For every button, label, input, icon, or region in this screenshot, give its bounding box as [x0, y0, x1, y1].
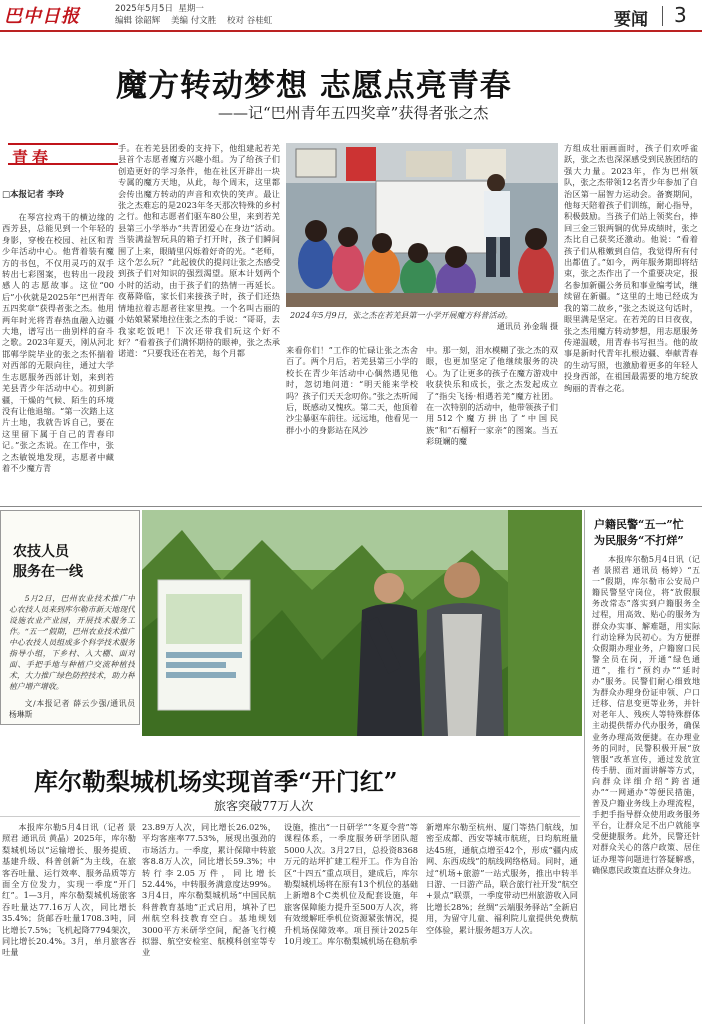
- column-tag: [8, 143, 118, 165]
- feature-subtitle: ——记“巴州青年五四奖章”获得者张之杰: [218, 104, 489, 122]
- police-headline-2: 为民服务“不打烊”: [594, 534, 684, 547]
- feature-column-3: 来看你们！”工作的忙碌让张之杰舍百了。两个月后，若羌县第三小学的校长在青少年活动中心偶然遇见他时，忽切地问道：“明天能来学校吗？孩子们天天念叨你。”张之杰听闻后，既感动又愧疚。第二天，他顶着沙尘暴驱车前往。远远地，他看见一群小小的身影站在风沙: [286, 345, 418, 435]
- weekday-text: 星期一: [178, 4, 204, 14]
- section-divider: [662, 6, 663, 26]
- airport-column-4: 新增库尔勒至杭州、厦门等热门航线，加密至成都、西安等城市航班，日均航班量达45班，通航点增至42个，形成“疆内成网、东西成线”的航线网络格局。同时，通过“机场+旅游”一站式服务，推出中转半日游、一日游产品，联合旅行社开发“航空+景点”联票，一季度带动巴州旅游收入同比增长28%；丝绸“云端服务驿站”全新启用，为留守儿童、福利院儿童提供免费航空体验，累计服务超3万人次。: [426, 822, 578, 935]
- airport-column-3: 设施，推出“一日研学”“冬夏令营”等课程体系，一季度服务研学团队超5000人次。3月27日，总投资8368万元的站坪扩建工程开工。作为自治区“十四五”重点项目，建成后，库尔勒梨城机场将在原有13个机位的基础上新增8个C类机位及配套设施，年旅客保障能力提升至500万人次，将有效缓解旺季机位资源紧张情况，提升机场保障效率。项目预计2025年10月竣工。库尔勒梨城机场在稳航季: [284, 822, 418, 947]
- masthead-rule: [0, 30, 702, 32]
- column-tag-text: 青春: [12, 148, 53, 167]
- agri-body: 5月2日，巴州农业技术推广中心农技人员来到库尔勒市新天地现代设施农业产业园，开展技术服务工作。“五一”假期，巴州农业技术推广中心农技人员组成多个科学技术服务指导小组，下乡村、入大棚、面对面、手把手地与种植户交流种植技术，大力推广绿色防控技术，助力种植户增产增收。: [9, 594, 135, 691]
- feature-column-4: 中。那一刻，泪水模糊了张之杰的双眼，也更加坚定了他继续服务的决心。为了让更多的孩子在魔方游戏中收获快乐和成长，张之杰发起成立了“指尖飞扬·相遇若羌”魔方社团。在一次特别的活动中，他带领孩子们用512个魔方拼出了“中国民族”和“石榴籽一家亲”的图案。当五彩斑斓的魔: [426, 345, 558, 447]
- agri-headline-2: 服务在一线: [13, 564, 83, 580]
- feature-photo-caption: [290, 310, 558, 336]
- proof-text: 校对 谷桂虹: [227, 16, 273, 26]
- feature-headline: 魔方转动梦想 志愿点亮青春: [116, 68, 512, 104]
- editor-text: 编辑 徐韶辉: [115, 16, 161, 26]
- designer-text: 美编 付文胜: [171, 16, 217, 26]
- issue-date: [115, 2, 204, 14]
- classroom-photo-illustration: [286, 143, 558, 307]
- airport-column-1: 本报库尔勒5月4日讯（记者 景照君 通讯员 黄晶）2025年，库尔勒梨城机场以“运输增长、服务提质、基建升级、科普创新”为主线，在旅客吞吐量、运行效率、服务品质等方面全方位发力，实现一季度“开门红”。1—3月，库尔勒梨城机场旅客吞吐量达77.16万人次，同比增长35.4%；货邮吞吐量1708.3吨，同比增长7.5%；飞机起降7794架次，同比增长20.4%。3月，单月旅客吞吐量: [2, 822, 136, 958]
- agri-headline-1: 农技人员: [13, 544, 69, 560]
- greenhouse-photo-illustration: [142, 510, 582, 736]
- section-name: 要闻: [614, 10, 648, 30]
- airport-rule: [0, 816, 580, 817]
- feature-byline: □本报记者 李玲: [2, 190, 64, 200]
- police-headline-1: 户籍民警“五一”忙: [594, 518, 684, 531]
- airport-headline: 库尔勒梨城机场实现首季“开门红”: [34, 767, 398, 796]
- paper-name: 巴中日报: [4, 6, 80, 27]
- date-text: 2025年5月5日: [115, 4, 173, 14]
- photo-caption-text: 2024年5月9日，张之杰在若羌县第一小学开展魔方科普活动。: [290, 311, 513, 320]
- photo-credit-text: 通讯员 孙金瑞 摄: [496, 322, 558, 331]
- page-number: 3: [674, 3, 687, 27]
- feature-photo: [286, 143, 558, 307]
- agri-photo: [142, 510, 582, 736]
- airport-subtitle: 旅客突破77万人次: [214, 799, 314, 813]
- agri-box: [0, 510, 140, 725]
- feature-column-5: 方组成壮丽画面时，孩子们欢呼雀跃，张之杰也深深感受到民族团结的强大力量。2023年，作为巴州领队，张之杰带领12名青少年参加了自治区第一届智力运动会。备赛期间，他每天陪着孩子们训练，耐心指导，积极鼓励。当孩子们站上领奖台，捧回三金三银两铜的优异成绩时，张之杰比自己获奖还激动。他说：“看着孩子们从稚嫩到自信，我觉得所有付出都值了。”如今，两年服务期即将结束，张之杰作出了一个重要决定，报名参加新疆公务员和事业编考试，继续留在新疆。“这里的土地已经成为我的第二故乡，”张之杰说这句话时，眼里满是坚定。在若羌的日日夜夜，张之杰用魔方转动梦想，用志愿服务传递温暖，用青春书写担当。他的故事是新时代青年扎根边疆、奉献青春的生动写照，也激励着更多的年轻人投身西部，在祖国最需要的地方绽放绚丽的青春之花。: [564, 143, 698, 393]
- airport-column-2: 23.89万人次，同比增长26.02%，平均客座率77.53%，展现出强劲的市场活力。一季度，累计保障中转旅客8.8万人次，同比增长59.3%；中转行李2.05万件，同比增长52.44%，中转服务满意度达99%。3月4日，库尔勒梨城机场“中国民航科普教育基地”正式启用，填补了巴州航空科技教育空白。基地规划3000平方米研学空间，配备飞行模拟器、航空安检室、航模科创室等专业: [142, 822, 276, 958]
- section-rule-1: [0, 506, 702, 507]
- masthead: [0, 0, 702, 32]
- agri-credit: 文/本报记者 薛云少强/通讯员 杨琳斯: [9, 699, 135, 719]
- feature-column-2: 手。在若羌县团委的支持下，他组建起若羌县首个志愿者魔方兴趣小组。为了给孩子们创造更好的学习条件，他在社区开辟出一块专属的魔方天地，从此，每个周末，这里都会传出魔方转动的声音和欢快的笑声。最让张之杰难忘的是2023年冬天那次特殊的乡村之行。他和志愿者们驱车80公里，来到若羌县第三小学举办“共青团爱心在身边”活动。当装满益智玩具的箱子打开时，孩子们瞬间围了上来，眼睛里闪烁着好奇的光。“老师，这个怎么玩？”此起彼伏的提问让张之杰感受到孩子们对知识的强烈渴望。原本计划两个小时的活动，由于孩子们的热情一再延长。夜幕降临，家长们来接孩子时，孩子们还热情地拉着志愿者往家里拽。一个名叫古丽的小姑娘紧紧地拉住张之杰的手说：“哥哥，去我家吃饭吧！下次还带我们玩这个好不好？”看着孩子们满怀期待的眼神，张之杰承诺道：“只要我还在若羌，每个月都: [118, 143, 280, 359]
- police-body: 本报库尔勒5月4日讯（记者 景照君 通讯员 杨婷）“五一”假期，库尔勒市公安局户籍民警坚守岗位，将“放假服务改常态”落实到户籍服务全过程，用高效、贴心的服务为群众办实事、解难题，用实际行动诠释为民初心。为方便群众假期办理业务，户籍窗口民警全员在岗，开通“绿色通道”，推行“预约办”“延时办”服务。民警们耐心细致地为群众办理身份证申领、户口迁移、信息变更等业务，并针对老年人、残疾人等特殊群体主动提供帮办代办服务，确保业务办理高效便捷。在办理业务的同时，民警积极开展“放管服”改革宣传，通过发放宣传手册、面对面讲解等方式，向群众详细介绍“跨省通办”“一网通办”等便民措施，普及户籍业务线上办理流程，手把手指导群众使用政务服务平台，让群众足不出户就能享受便捷服务。此外，民警还针对群众关心的落户政策、居住证办理等问题进行答疑解惑，确保惠民政策直达群众身边。: [592, 555, 700, 875]
- feature-column-1: 在琴宫拉鸡干的横边缘的西芳县，总能见到一个年轻的身影，穿梭在校园、社区和青少年活动中心。他背着装有魔方的书包，不仅用灵巧的双手转出七彩图案，也转出一段段感人的志愿故事。这位“00后”小伙就是2025年“巴州青年五四奖章”获得者张之杰。他用两年时光将青春热血融入边疆大地，谱写出一曲别样的奋斗之歌。2023年夏天，刚从河北邯郸学院毕业的张之杰怀揣着对西部的无限向往，通过大学生志愿服务西部计划，来到若羌县青少年活动中心。初到新疆，干燥的气候、陌生的环境没有让他退缩。“第一次踏上这片土地，我就告诉自己，要在这里留下属于自己的青春印记。”张之杰说。在工作中，张之杰敏锐地发现，志愿者中藏着不少魔方青: [2, 212, 114, 473]
- police-box: [586, 510, 702, 1024]
- editor-credits: [115, 14, 272, 26]
- police-divider: [584, 510, 585, 1024]
